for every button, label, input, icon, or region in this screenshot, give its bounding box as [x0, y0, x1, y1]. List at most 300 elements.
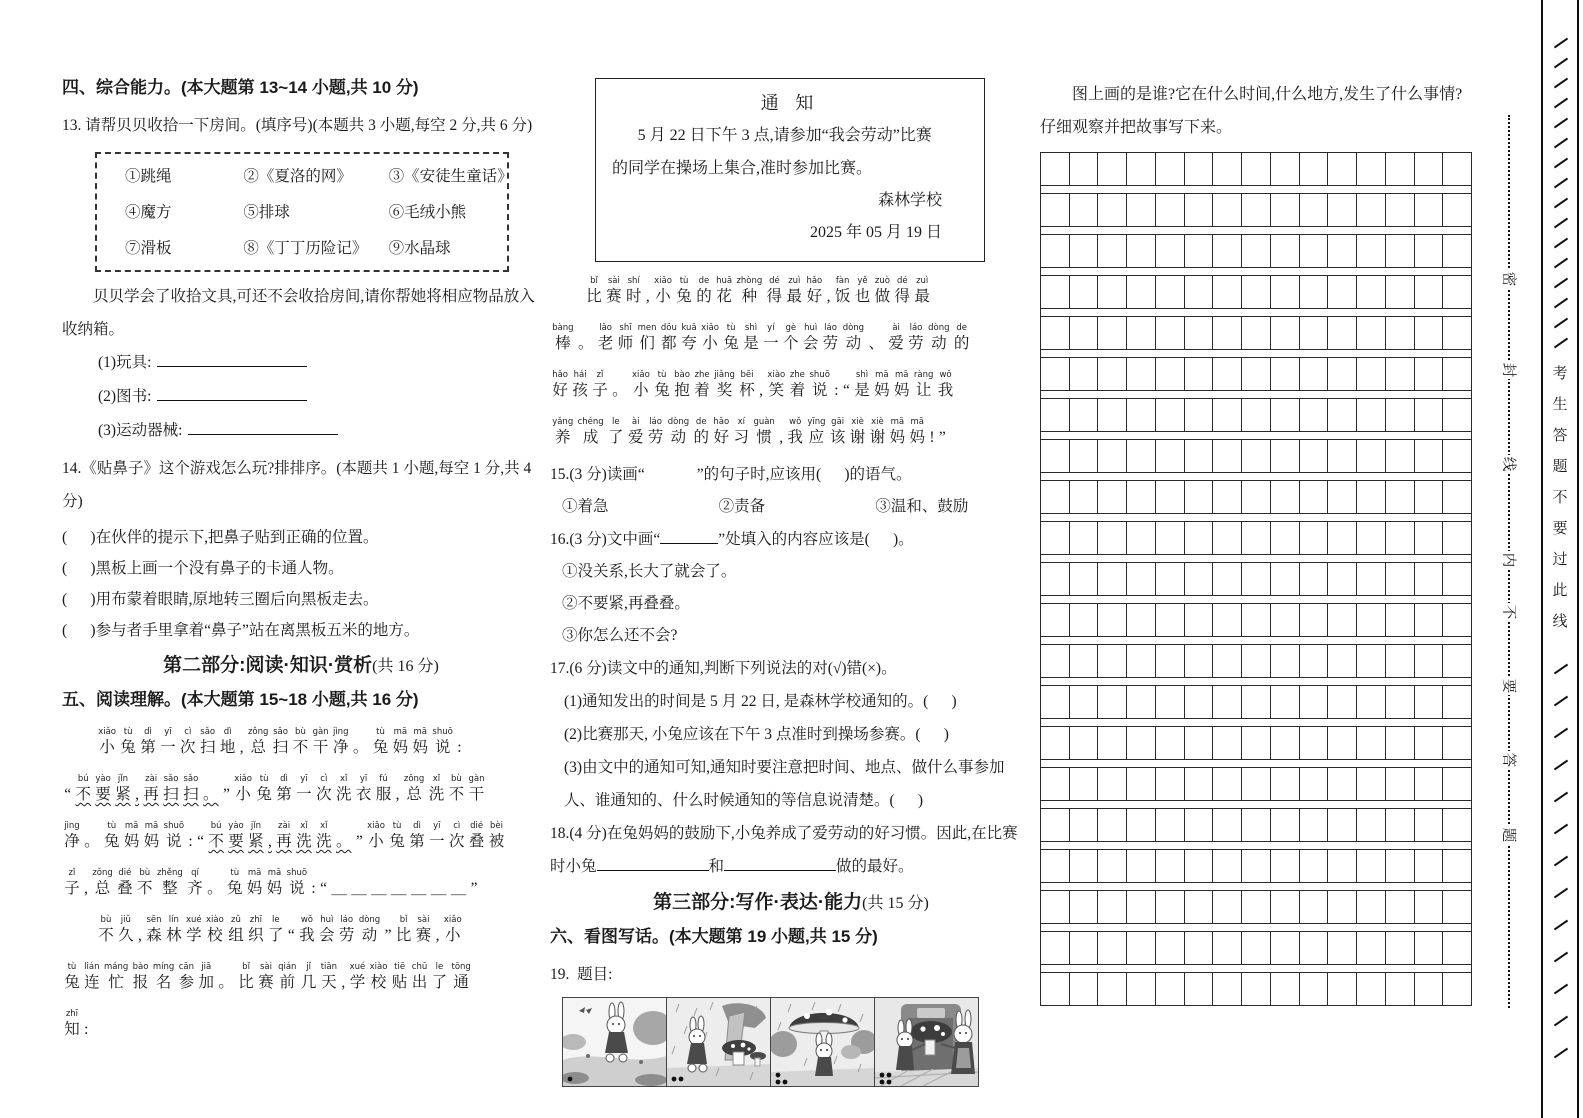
pinyin: [342, 962, 345, 972]
ruby-cell: [672, 370, 692, 401]
hanzi: 加: [198, 974, 215, 991]
passage-segment: [550, 317, 972, 352]
hanzi: 齐: [187, 880, 203, 897]
writing-grid-cell: [1070, 440, 1099, 472]
writing-grid-cell: [1041, 235, 1070, 267]
pinyin: láo: [340, 915, 354, 925]
writing-grid-cell: [1357, 891, 1386, 923]
hanzi: 兔: [372, 739, 389, 756]
ruby-cell: [318, 868, 329, 899]
passage-line: [62, 721, 540, 758]
writing-grid-cell: [1156, 809, 1185, 841]
hanzi: 夸: [681, 335, 697, 352]
pinyin: bēi: [740, 370, 754, 380]
writing-grid-gap: [1041, 924, 1471, 932]
writing-grid-cell: [1185, 891, 1214, 923]
ruby-cell: [576, 323, 596, 354]
writing-grid-cell: [1443, 686, 1471, 718]
hanzi: “: [287, 927, 295, 944]
hanzi: 说: [811, 382, 828, 399]
boundary-slash-mark: [1554, 38, 1568, 49]
hanzi: 总: [94, 880, 111, 897]
ruby-cell: [246, 915, 266, 946]
writing-grid-cell: [1328, 235, 1357, 267]
ruby-cell: [584, 276, 604, 307]
writing-grid-cell: [1386, 850, 1415, 882]
hanzi: 妈: [412, 739, 429, 756]
writing-grid-gap: [1041, 760, 1471, 768]
boundary-slash-mark: [1554, 664, 1568, 675]
hanzi: 劳: [338, 927, 355, 944]
writing-grid-cell: [1386, 645, 1415, 677]
pinyin: zǒng: [92, 868, 113, 878]
q16-post: ”处填入的内容应该是( )。: [718, 531, 914, 548]
pinyin: qí: [191, 868, 199, 878]
pinyin: xiè: [871, 417, 884, 427]
writing-grid-cell: [1357, 645, 1386, 677]
writing-grid-cell: [1070, 809, 1099, 841]
writing-grid-cell: [1098, 563, 1127, 595]
writing-grid-cell: [1156, 153, 1185, 185]
writing-grid-cell: [1386, 604, 1415, 636]
ruby-cell: [626, 417, 646, 448]
hanzi: 谢: [849, 429, 866, 446]
pinyin: xǐ: [432, 774, 441, 784]
hanzi: 爱: [627, 429, 644, 446]
hanzi: ＿: [430, 880, 447, 897]
writing-prompt-line-2: 仔细观察并把故事写下来。: [1040, 119, 1233, 136]
pinyin: gàn: [312, 727, 329, 737]
hanzi: 次: [180, 739, 196, 756]
pinyin: bào: [674, 370, 690, 380]
writing-grid-cell: [1185, 276, 1214, 308]
writing-grid-row: [1041, 317, 1471, 350]
ruby-cell: [334, 774, 354, 805]
ruby-cell: [232, 774, 254, 805]
writing-grid-cell: [1415, 604, 1444, 636]
ruby-cell: [666, 417, 692, 448]
ruby-cell: [62, 868, 82, 899]
pinyin: tù: [67, 962, 77, 972]
hanzi: 总: [406, 786, 422, 803]
q17-item-list: [550, 685, 1032, 817]
writing-grid-gap: [1041, 186, 1471, 194]
q16-option: ②不要紧,再叠叠。: [562, 595, 690, 612]
writing-grid-cell: [1127, 850, 1156, 882]
passage-segment: [62, 815, 195, 850]
q16-option: ①没关系,长大了就会了。: [562, 563, 737, 580]
hanzi: 前: [279, 974, 296, 991]
writing-grid-cell: [1185, 727, 1214, 759]
ruby-cell: [334, 821, 354, 852]
pinyin: sǎo: [163, 774, 179, 784]
writing-grid-cell: [1328, 727, 1357, 759]
hanzi: ”: [355, 833, 363, 850]
pinyin: [436, 915, 439, 925]
writing-grid-cell: [1300, 399, 1329, 431]
writing-grid-cell: [1156, 399, 1185, 431]
ruby-cell: [96, 727, 118, 758]
hanzi: “: [842, 382, 850, 399]
writing-grid-cell: [1041, 727, 1070, 759]
pinyin: [136, 774, 139, 784]
hanzi: 次: [316, 786, 332, 803]
boundary-slash-mark: [1554, 696, 1568, 707]
writing-grid-cell: [1328, 358, 1357, 390]
ruby-cell: [427, 774, 447, 805]
seal-line-character: 答: [1501, 751, 1519, 769]
writing-grid-gap: [1041, 432, 1471, 440]
q15-options: [550, 491, 1032, 523]
pinyin: xǐ: [320, 821, 328, 831]
ruby-cell: [62, 962, 82, 993]
writing-grid-cell: [1357, 768, 1386, 800]
ruby-cell: [382, 915, 393, 946]
q16-pre: 16.(3 分)文中画“: [550, 531, 661, 548]
writing-grid-cell: [1156, 727, 1185, 759]
seal-line-character: 密: [1501, 270, 1519, 288]
writing-grid-row: [1041, 809, 1471, 842]
ruby-cell: [62, 774, 73, 805]
writing-grid-cell: [1357, 973, 1386, 1005]
writing-grid-cell: [1357, 440, 1386, 472]
writing-grid-cell: [1213, 194, 1242, 226]
writing-grid-cell: [1041, 604, 1070, 636]
hanzi: 妈: [143, 833, 160, 850]
hanzi: 种: [741, 288, 758, 305]
ruby-cell: [178, 727, 198, 758]
pinyin: xǐ: [300, 821, 308, 831]
hanzi: 不: [98, 927, 114, 944]
pinyin: jǐ: [306, 962, 311, 972]
pinyin: ài: [631, 417, 640, 427]
hanzi: ,: [779, 429, 784, 446]
writing-grid-cell: [1415, 358, 1444, 390]
ruby-cell: [389, 868, 409, 899]
ruby-cell: [238, 727, 246, 758]
writing-grid-cell: [1185, 645, 1214, 677]
hanzi: 学: [186, 927, 202, 944]
passage-line: [550, 411, 1032, 448]
q13-item: ⑥毛绒小熊: [388, 204, 467, 221]
hanzi: 的: [953, 335, 970, 352]
q13-blank-label: (3)运动器械:: [98, 422, 183, 439]
writing-grid-cell: [1386, 809, 1415, 841]
ruby-cell: [158, 727, 178, 758]
q18-text: [550, 817, 1032, 883]
ruby-cell: [161, 821, 186, 852]
pinyin: mā: [413, 727, 428, 737]
pinyin: [359, 727, 362, 737]
ruby-cell: [679, 323, 699, 354]
passage-segment: [550, 364, 841, 399]
q16-line-placeholder: [660, 530, 718, 544]
hanzi: 习: [733, 429, 750, 446]
ruby-cell: [606, 417, 626, 448]
writing-grid-cell: [1357, 932, 1386, 964]
writing-grid-row: [1041, 727, 1471, 760]
writing-grid-cell: [1127, 604, 1156, 636]
passage-line: [62, 956, 540, 993]
boundary-slash-mark: [1554, 1016, 1568, 1027]
writing-grid-cell: [1443, 440, 1471, 472]
writing-grid-cell: [1070, 522, 1099, 554]
ruby-cell: [659, 323, 679, 354]
pinyin: [290, 915, 293, 925]
writing-grid-cell: [1386, 891, 1415, 923]
writing-grid-cell: [1098, 768, 1127, 800]
pinyin: [458, 727, 461, 737]
writing-grid-cell: [1271, 276, 1300, 308]
hanzi: 笑: [768, 382, 785, 399]
writing-grid-cell: [1127, 891, 1156, 923]
boundary-slash-mark: [1554, 728, 1568, 739]
writing-grid-cell: [1098, 686, 1127, 718]
ruby-cell: [393, 774, 401, 805]
writing-grid-cell: [1070, 850, 1099, 882]
ruby-cell: [329, 868, 349, 899]
ruby-cell: [433, 915, 441, 946]
writing-grid-cell: [1443, 809, 1471, 841]
hanzi: ,: [268, 833, 272, 850]
writing-grid-cell: [1156, 440, 1185, 472]
ruby-cell: [365, 821, 387, 852]
hanzi: 小: [633, 382, 649, 399]
writing-grid-cell: [1098, 399, 1127, 431]
pinyin: shì: [855, 370, 869, 380]
hanzi: 该: [829, 429, 846, 446]
ruby-cell: [550, 417, 575, 448]
writing-grid-cell: [1156, 973, 1185, 1005]
hanzi: 是: [743, 335, 759, 352]
writing-grid-cell: [1070, 686, 1099, 718]
hanzi: ,: [137, 927, 142, 944]
passage-segment: [394, 909, 464, 944]
writing-grid-cell: [1386, 522, 1415, 554]
ruby-cell: [821, 323, 841, 354]
writing-grid-cell: [1242, 358, 1271, 390]
ruby-cell: [610, 370, 630, 401]
q13-blank-row: [98, 414, 540, 448]
writing-grid-row: [1041, 850, 1471, 883]
writing-grid-cell: [1041, 768, 1070, 800]
hanzi: 劳: [822, 335, 839, 352]
writing-grid-cell: [1213, 153, 1242, 185]
pinyin: hǎo: [713, 417, 730, 427]
ruby-cell: [274, 774, 294, 805]
writing-grid-cell: [1242, 481, 1271, 513]
ruby-cell: [337, 915, 357, 946]
ruby-cell: [130, 962, 150, 993]
writing-grid-cell: [1098, 604, 1127, 636]
ruby-cell: [299, 962, 319, 993]
hanzi: 让: [915, 382, 932, 399]
pinyin: dé: [896, 276, 908, 286]
pinyin: jǐn: [250, 821, 261, 831]
hanzi: 好: [713, 429, 730, 446]
hanzi: 惯: [756, 429, 772, 446]
writing-grid-cell: [1156, 522, 1185, 554]
pinyin: [240, 727, 243, 737]
pinyin: zài: [145, 774, 158, 784]
pinyin: [931, 417, 934, 427]
hanzi: 。: [207, 880, 223, 897]
writing-grid-cell: [1070, 276, 1099, 308]
pinyin: de: [698, 276, 710, 286]
writing-grid-cell: [1127, 194, 1156, 226]
pinyin: cì: [184, 727, 192, 737]
writing-grid-cell: [1328, 768, 1357, 800]
q19-label: 19. 题目:: [550, 966, 613, 983]
hanzi: 洗: [296, 833, 312, 850]
hanzi: 说: [166, 833, 182, 850]
writing-grid-cell: [1127, 399, 1156, 431]
ruby-cell: [410, 962, 430, 993]
writing-grid-cell: [1041, 153, 1070, 185]
q13-item: ⑨水晶球: [388, 240, 451, 257]
pinyin: sài: [259, 962, 272, 972]
q17-item: (1)通知发出的时间是 5 月 22 日, 是森林学校通知的。( ): [564, 693, 957, 710]
pinyin: [417, 868, 420, 878]
pinyin: zhī: [65, 1009, 79, 1019]
pinyin: xiào: [206, 915, 224, 925]
writing-grid-cell: [1328, 194, 1357, 226]
passage-segment: [354, 815, 507, 850]
pinyin: lín: [168, 915, 179, 925]
ruby-cell: [886, 323, 906, 354]
pinyin: tù: [726, 323, 736, 333]
pinyin: le: [435, 962, 444, 972]
hanzi: 服: [375, 786, 392, 803]
hanzi: 地: [219, 739, 236, 756]
ruby-cell: [226, 821, 246, 852]
hanzi: 抱: [674, 382, 690, 399]
hanzi: 森: [146, 927, 162, 944]
writing-grid-cell: [1328, 891, 1357, 923]
writing-grid-cell: [1357, 850, 1386, 882]
hanzi: 兔: [389, 833, 405, 850]
pinyin: shuō: [286, 868, 308, 878]
pinyin: bú: [210, 821, 222, 831]
pinyin: dì: [413, 821, 421, 831]
ruby-cell: [164, 915, 184, 946]
pinyin: xiǎo: [234, 774, 253, 784]
ruby-cell: [926, 323, 952, 354]
writing-grid-cell: [1213, 522, 1242, 554]
pinyin: dé: [769, 276, 780, 286]
pinyin: tiān: [320, 962, 337, 972]
writing-grid-cell: [1242, 399, 1271, 431]
hanzi: ”: [470, 880, 478, 897]
ruby-cell: [246, 821, 266, 852]
hanzi: 净: [332, 739, 349, 756]
right-column: [1040, 78, 1498, 1006]
writing-grid-cell: [1242, 891, 1271, 923]
boundary-slash-mark: [1554, 198, 1568, 209]
writing-grid-cell: [1443, 932, 1471, 964]
ruby-cell: [371, 727, 391, 758]
hanzi: :: [84, 1021, 89, 1038]
pinyin: jiǎng: [714, 370, 735, 380]
q15-pre: 15.(3 分)读画“: [550, 466, 645, 483]
passage-segment: [195, 815, 206, 850]
hanzi: 动: [845, 335, 862, 352]
hanzi: 孩: [572, 382, 588, 399]
ruby-cell: [927, 417, 937, 448]
part2-heading: [62, 646, 540, 687]
hanzi: 了: [268, 927, 284, 944]
writing-grid-cell: [1098, 235, 1127, 267]
pinyin: [85, 868, 88, 878]
pinyin: [139, 915, 142, 925]
writing-grid-cell: [1098, 891, 1127, 923]
writing-grid-gap: [1041, 350, 1471, 358]
writing-grid-cell: [1070, 194, 1099, 226]
ruby-cell: [390, 727, 410, 758]
writing-grid-cell: [1415, 768, 1444, 800]
writing-grid-cell: [1127, 276, 1156, 308]
pinyin: xiǎo: [98, 727, 116, 737]
writing-grid-cell: [1127, 358, 1156, 390]
writing-grid-cell: [1271, 809, 1300, 841]
writing-grid-cell: [1213, 686, 1242, 718]
pinyin: mā: [124, 821, 139, 831]
writing-grid-cell: [1328, 686, 1357, 718]
ruby-cell: [206, 821, 226, 852]
writing-grid-cell: [1300, 194, 1329, 226]
pinyin: sài: [607, 276, 620, 286]
passage-line: [550, 317, 1032, 354]
ruby-cell: [828, 417, 848, 448]
writing-grid-cell: [1041, 358, 1070, 390]
hanzi: 做: [874, 288, 891, 305]
hanzi: 次: [448, 833, 465, 850]
writing-grid-cell: [1041, 891, 1070, 923]
writing-grid-cell: [1127, 727, 1156, 759]
hanzi: ,: [645, 288, 650, 305]
q16-options: [550, 556, 1032, 652]
pinyin: xué: [349, 962, 366, 972]
ruby-cell: [133, 774, 141, 805]
writing-grid-cell: [1213, 727, 1242, 759]
writing-grid-cell: [1415, 850, 1444, 882]
pinyin: bù: [139, 868, 151, 878]
q13-item: ①跳绳: [125, 168, 172, 185]
q13-blank-row: [98, 346, 540, 380]
ruby-cell: [449, 962, 473, 993]
ruby-cell: [73, 774, 93, 805]
q17-item: (3)由文中的通知可知,通知时要注意把时间、地点、做什么事参加人、谁通知的、什么时候通知的等信息说清楚。( ): [564, 759, 1005, 809]
picture-story-panels: [562, 997, 1032, 1087]
pinyin: guàn: [753, 417, 775, 427]
hanzi: 扫: [183, 786, 199, 803]
pinyin: mā: [875, 370, 889, 380]
ruby-cell: [694, 276, 714, 307]
hanzi: 叠: [117, 880, 133, 897]
writing-grid-cell: [1156, 932, 1185, 964]
writing-grid-gap: [1041, 637, 1471, 645]
boundary-slash-mark: [1554, 920, 1568, 931]
ruby-cell: [218, 727, 238, 758]
pinyin: dié: [470, 821, 484, 831]
writing-grid-cell: [1156, 645, 1185, 677]
candidate-boundary-strip: [1541, 0, 1579, 1118]
hanzi: 赛: [415, 927, 432, 944]
pinyin: tù: [107, 821, 117, 831]
writing-grid-cell: [1443, 604, 1471, 636]
pinyin: tù: [230, 868, 240, 878]
writing-grid-row: [1041, 686, 1471, 719]
